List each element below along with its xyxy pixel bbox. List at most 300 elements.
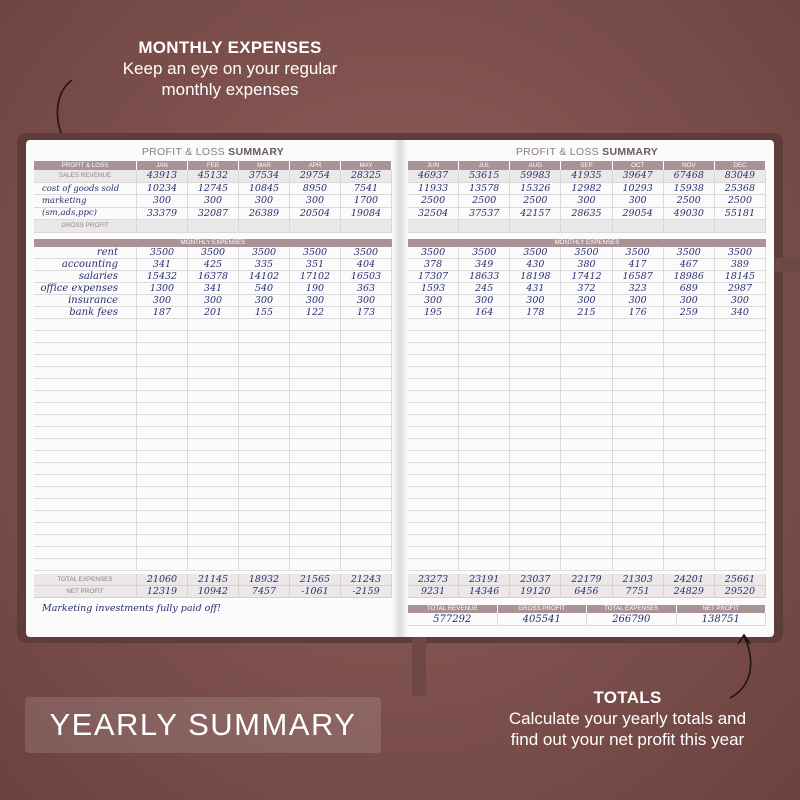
expense-row — [34, 295, 392, 307]
table-cell: 425 — [188, 259, 239, 270]
total-expenses-row — [34, 574, 392, 586]
table-cell: 190 — [290, 283, 341, 294]
table-cell: 7541 — [341, 183, 392, 195]
row-label: accounting — [34, 259, 137, 270]
table-cell — [408, 403, 459, 414]
table-cell — [137, 220, 188, 232]
table-cell: 15938 — [664, 183, 715, 195]
table-cell — [561, 487, 612, 498]
table-cell — [408, 343, 459, 354]
table-cell: 19120 — [510, 586, 561, 597]
table-cell — [239, 547, 290, 558]
table-cell — [561, 220, 612, 232]
table-cell: 43913 — [137, 170, 188, 182]
table-cell — [137, 451, 188, 462]
expense-row — [408, 511, 766, 523]
table-cell — [613, 535, 664, 546]
table-cell — [188, 499, 239, 510]
month-header: MAY — [341, 161, 392, 170]
table-cell: 21565 — [290, 574, 341, 585]
table-cell: 21060 — [137, 574, 188, 585]
table-cell: 12982 — [561, 183, 612, 195]
table-cell: 300 — [341, 295, 392, 306]
month-header-row — [408, 161, 766, 170]
table-cell — [561, 391, 612, 402]
expense-row — [34, 451, 392, 463]
month-header: APR — [290, 161, 341, 170]
table-cell — [459, 523, 510, 534]
row-label — [34, 451, 137, 462]
table-cell — [613, 475, 664, 486]
expense-row — [408, 403, 766, 415]
row-label — [34, 343, 137, 354]
expense-row — [408, 523, 766, 535]
table-cell: 18145 — [715, 271, 766, 282]
table-cell — [341, 559, 392, 570]
table-cell — [715, 343, 766, 354]
table-cell: 10293 — [613, 183, 664, 195]
table-cell: 300 — [137, 195, 188, 207]
table-cell: 18986 — [664, 271, 715, 282]
table-cell — [290, 331, 341, 342]
expense-row — [408, 463, 766, 475]
table-cell — [239, 475, 290, 486]
table-cell — [188, 391, 239, 402]
table-cell — [613, 355, 664, 366]
table-cell — [341, 487, 392, 498]
table-cell: 245 — [459, 283, 510, 294]
table-cell — [341, 355, 392, 366]
month-header: JUL — [459, 161, 510, 170]
table-cell: 21145 — [188, 574, 239, 585]
table-cell — [664, 391, 715, 402]
table-cell — [664, 367, 715, 378]
table-cell: 351 — [290, 259, 341, 270]
table-cell — [613, 319, 664, 330]
expense-row — [34, 319, 392, 331]
caption-line: Calculate your yearly totals and — [508, 709, 747, 728]
expenses-header: MONTHLY EXPENSES — [408, 239, 766, 247]
table-cell: 3500 — [561, 247, 612, 258]
table-cell — [459, 547, 510, 558]
table-cell — [510, 343, 561, 354]
table-cell — [664, 439, 715, 450]
table-cell — [408, 439, 459, 450]
table-cell: 300 — [561, 195, 612, 207]
row-label — [34, 487, 137, 498]
table-cell — [188, 523, 239, 534]
expense-row — [34, 427, 392, 439]
table-cell — [613, 547, 664, 558]
table-cell: 45132 — [188, 170, 239, 182]
month-header: SEP — [561, 161, 612, 170]
table-cell: 21303 — [613, 574, 664, 585]
table-cell — [188, 355, 239, 366]
month-header: JAN — [137, 161, 188, 170]
table-cell: 378 — [408, 259, 459, 270]
total-expenses-row — [408, 574, 766, 586]
table-cell — [290, 367, 341, 378]
table-cell — [715, 427, 766, 438]
expense-row — [408, 319, 766, 331]
table-cell: 28635 — [561, 208, 612, 220]
table-cell: 28325 — [341, 170, 392, 182]
table-cell — [510, 403, 561, 414]
table-cell — [239, 559, 290, 570]
table-cell: 195 — [408, 307, 459, 318]
table-cell: 3500 — [290, 247, 341, 258]
table-cell — [290, 523, 341, 534]
table-cell: 19084 — [341, 208, 392, 220]
table-cell: 24201 — [664, 574, 715, 585]
table-cell — [561, 559, 612, 570]
table-cell — [510, 415, 561, 426]
table-cell: 3500 — [613, 247, 664, 258]
net-profit-row — [408, 586, 766, 598]
table-cell: 32087 — [188, 208, 239, 220]
table-cell — [664, 463, 715, 474]
row-label — [34, 547, 137, 558]
table-cell — [408, 547, 459, 558]
table-cell — [664, 343, 715, 354]
table-cell — [613, 427, 664, 438]
table-cell: 3500 — [137, 247, 188, 258]
profit-loss-row — [34, 183, 392, 196]
table-cell — [510, 535, 561, 546]
expenses-header: MONTHLY EXPENSES — [34, 239, 392, 247]
table-cell — [137, 403, 188, 414]
table-cell: 2500 — [408, 195, 459, 207]
table-cell — [715, 439, 766, 450]
table-cell — [510, 463, 561, 474]
table-cell: 2500 — [664, 195, 715, 207]
table-cell — [510, 427, 561, 438]
caption-heading: MONTHLY EXPENSES — [138, 38, 322, 57]
summary-label: GROSS PROFIT — [498, 605, 588, 613]
row-label: GROSS PROFIT — [34, 220, 137, 232]
table-cell: 42157 — [510, 208, 561, 220]
table-cell — [188, 427, 239, 438]
table-cell — [137, 343, 188, 354]
table-cell — [239, 535, 290, 546]
expense-row — [34, 523, 392, 535]
table-cell — [188, 535, 239, 546]
month-header-row — [34, 161, 392, 170]
table-cell — [137, 499, 188, 510]
table-cell: 16378 — [188, 271, 239, 282]
table-cell — [188, 220, 239, 232]
table-cell: 380 — [561, 259, 612, 270]
elastic-band — [775, 258, 800, 272]
table-cell — [613, 403, 664, 414]
table-cell — [561, 535, 612, 546]
expense-row — [34, 283, 392, 295]
table-cell — [510, 559, 561, 570]
table-cell — [459, 475, 510, 486]
expense-row — [408, 415, 766, 427]
table-cell — [715, 499, 766, 510]
table-cell: 300 — [290, 295, 341, 306]
table-cell — [664, 403, 715, 414]
table-cell — [664, 427, 715, 438]
table-cell — [715, 487, 766, 498]
table-cell — [664, 559, 715, 570]
table-cell: 300 — [137, 295, 188, 306]
table-cell — [459, 451, 510, 462]
table-cell: 389 — [715, 259, 766, 270]
table-cell — [613, 439, 664, 450]
table-cell — [664, 451, 715, 462]
row-label: office expenses — [34, 283, 137, 294]
expense-row — [408, 535, 766, 547]
table-cell — [459, 559, 510, 570]
table-cell — [290, 319, 341, 330]
expense-row — [34, 475, 392, 487]
table-cell: 32504 — [408, 208, 459, 220]
table-cell: 53615 — [459, 170, 510, 182]
expense-row — [408, 295, 766, 307]
page-title: PROFIT & LOSS SUMMARY — [141, 146, 285, 158]
table-cell: 12319 — [137, 586, 188, 597]
caption-line: find out your net profit this year — [510, 730, 745, 749]
table-cell: 178 — [510, 307, 561, 318]
table-cell — [715, 451, 766, 462]
table-cell — [459, 343, 510, 354]
table-cell: 23037 — [510, 574, 561, 585]
table-cell: 29054 — [613, 208, 664, 220]
table-cell: 16503 — [341, 271, 392, 282]
table-cell — [239, 487, 290, 498]
caption-line: monthly expenses — [161, 80, 299, 99]
summary-value: 577292 — [408, 613, 498, 625]
profit-loss-row — [408, 220, 766, 233]
row-label: SALES REVENUE — [34, 170, 137, 182]
table-cell — [408, 511, 459, 522]
table-cell — [561, 427, 612, 438]
table-cell — [510, 319, 561, 330]
table-cell — [239, 355, 290, 366]
row-label — [34, 391, 137, 402]
table-cell — [239, 463, 290, 474]
table-cell — [137, 319, 188, 330]
net-profit-row — [34, 586, 392, 598]
table-cell — [510, 451, 561, 462]
table-cell — [715, 331, 766, 342]
table-cell: 155 — [239, 307, 290, 318]
profit-loss-row — [34, 208, 392, 221]
table-cell — [715, 511, 766, 522]
row-label — [34, 379, 137, 390]
table-cell — [664, 523, 715, 534]
table-cell: 18633 — [459, 271, 510, 282]
table-cell — [664, 355, 715, 366]
table-cell — [715, 415, 766, 426]
table-cell — [561, 319, 612, 330]
table-cell — [290, 499, 341, 510]
table-cell — [239, 415, 290, 426]
month-header: DEC — [715, 161, 766, 170]
table-cell: 300 — [613, 195, 664, 207]
table-cell: 300 — [408, 295, 459, 306]
expense-row — [34, 535, 392, 547]
expense-row — [408, 379, 766, 391]
table-cell — [664, 499, 715, 510]
table-cell: 14346 — [459, 586, 510, 597]
table-cell: 349 — [459, 259, 510, 270]
table-cell — [613, 415, 664, 426]
month-header: JUN — [408, 161, 459, 170]
table-cell — [341, 523, 392, 534]
row-label — [34, 559, 137, 570]
row-label: cost of goods sold — [34, 183, 137, 195]
month-header: MAR — [239, 161, 290, 170]
table-cell — [408, 355, 459, 366]
table-cell — [613, 463, 664, 474]
row-label — [34, 208, 137, 220]
right-page — [400, 140, 774, 637]
profit-loss-row — [34, 170, 392, 183]
expense-row — [34, 487, 392, 499]
left-page — [26, 140, 400, 637]
table-cell — [664, 220, 715, 232]
table-cell: 259 — [664, 307, 715, 318]
table-cell — [561, 415, 612, 426]
table-cell — [715, 391, 766, 402]
table-cell — [341, 535, 392, 546]
table-cell — [408, 487, 459, 498]
table-cell: 3500 — [510, 247, 561, 258]
table-cell — [137, 415, 188, 426]
book-spine — [392, 140, 408, 637]
table-cell — [188, 331, 239, 342]
expense-row — [408, 355, 766, 367]
table-cell: 3500 — [459, 247, 510, 258]
table-cell — [239, 451, 290, 462]
table-cell — [408, 367, 459, 378]
table-cell: 430 — [510, 259, 561, 270]
table-cell — [613, 523, 664, 534]
table-cell: 13578 — [459, 183, 510, 195]
table-cell — [188, 343, 239, 354]
caption-line: Keep an eye on your regular — [122, 59, 338, 78]
table-cell: 8950 — [290, 183, 341, 195]
table-cell — [459, 379, 510, 390]
table-cell — [408, 319, 459, 330]
table-cell: 1300 — [137, 283, 188, 294]
expense-row — [34, 415, 392, 427]
table-cell — [561, 367, 612, 378]
table-cell — [239, 220, 290, 232]
row-label — [34, 535, 137, 546]
table-cell — [137, 355, 188, 366]
table-cell: 25368 — [715, 183, 766, 195]
table-cell: 3500 — [341, 247, 392, 258]
table-cell — [715, 367, 766, 378]
table-cell — [290, 487, 341, 498]
month-header: NOV — [664, 161, 715, 170]
table-cell — [408, 559, 459, 570]
table-cell — [715, 523, 766, 534]
profit-loss-table — [408, 161, 766, 233]
profit-loss-row — [408, 208, 766, 221]
table-cell — [459, 511, 510, 522]
table-cell — [137, 535, 188, 546]
table-cell: 341 — [137, 259, 188, 270]
table-cell — [510, 355, 561, 366]
table-cell: 23191 — [459, 574, 510, 585]
table-cell: 300 — [664, 295, 715, 306]
table-cell — [137, 463, 188, 474]
table-cell — [341, 427, 392, 438]
expense-row — [34, 403, 392, 415]
table-cell: 3500 — [239, 247, 290, 258]
table-cell — [290, 403, 341, 414]
profit-loss-row — [408, 183, 766, 196]
table-cell — [459, 463, 510, 474]
table-cell — [561, 355, 612, 366]
table-cell — [561, 343, 612, 354]
table-cell — [613, 367, 664, 378]
table-cell: 404 — [341, 259, 392, 270]
table-cell — [715, 547, 766, 558]
table-cell — [341, 331, 392, 342]
table-cell — [510, 499, 561, 510]
row-label — [34, 319, 137, 330]
table-cell — [613, 379, 664, 390]
table-cell: 215 — [561, 307, 612, 318]
summary-label: NET PROFIT — [677, 605, 767, 613]
expense-row — [34, 259, 392, 271]
table-cell — [715, 535, 766, 546]
table-cell: 67468 — [664, 170, 715, 182]
table-cell — [510, 331, 561, 342]
expense-row — [408, 547, 766, 559]
table-cell: 21243 — [341, 574, 392, 585]
table-cell — [137, 379, 188, 390]
table-cell — [239, 379, 290, 390]
month-header: AUG — [510, 161, 561, 170]
table-cell: 10234 — [137, 183, 188, 195]
table-cell: 41935 — [561, 170, 612, 182]
table-cell — [137, 391, 188, 402]
table-cell: 2500 — [715, 195, 766, 207]
expense-row — [408, 343, 766, 355]
profit-loss-row — [408, 195, 766, 208]
row-label: insurance — [34, 295, 137, 306]
expense-row — [408, 439, 766, 451]
table-cell — [239, 499, 290, 510]
table-cell: 323 — [613, 283, 664, 294]
table-cell — [459, 415, 510, 426]
table-cell — [408, 220, 459, 232]
month-header: FEB — [188, 161, 239, 170]
table-cell: 18198 — [510, 271, 561, 282]
table-cell: 39647 — [613, 170, 664, 182]
table-cell — [137, 523, 188, 534]
table-cell — [561, 523, 612, 534]
table-cell: 10845 — [239, 183, 290, 195]
table-cell — [341, 391, 392, 402]
expense-row — [408, 427, 766, 439]
table-cell — [715, 379, 766, 390]
table-cell: 37537 — [459, 208, 510, 220]
table-cell — [290, 559, 341, 570]
table-cell — [290, 415, 341, 426]
monthly-expenses-table — [34, 239, 392, 597]
table-cell — [341, 511, 392, 522]
table-cell: 1700 — [341, 195, 392, 207]
table-cell — [664, 475, 715, 486]
